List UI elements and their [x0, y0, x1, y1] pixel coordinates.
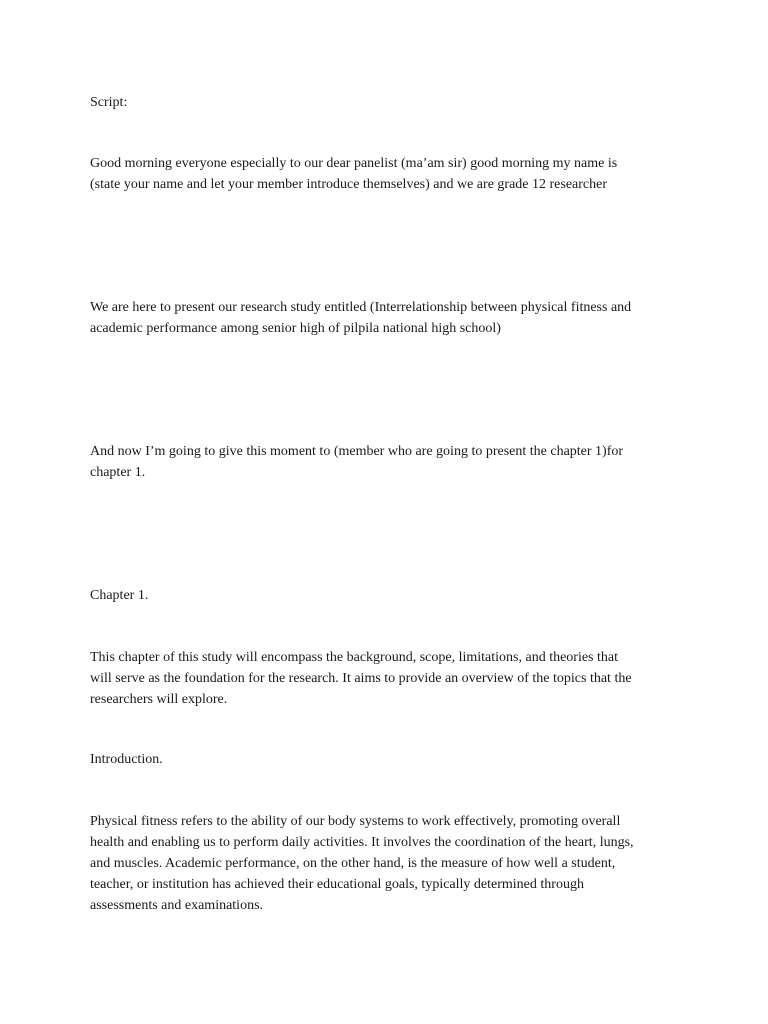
- presentation-paragraph: We are here to present our research study entitled (Interrelationship between physical fitness and academic performance among senior high of pilpila national high school): [90, 300, 632, 336]
- introduction-heading: Introduction.: [90, 752, 163, 767]
- chapter-heading: Chapter 1.: [90, 588, 149, 603]
- handoff-paragraph: And now I’m going to give this moment to (member who are going to present the chapter 1)for chapter 1.: [90, 444, 624, 480]
- script-label: Script:: [90, 95, 128, 110]
- chapter-overview-paragraph: This chapter of this study will encompass the background, scope, limitations, and theories that will serve as the foundation for the research. It aims to provide an overview of the topics that the researchers will explore.: [90, 650, 632, 707]
- introduction-paragraph: Physical fitness refers to the ability of our body systems to work effectively, promoting overall health and enabling us to perform daily activities. It involves the coordination of the heart, lungs, and muscles. Academic performance, on the other hand, is the measure of how well a student, teacher, or institution has achieved their educational goals, typically determined through assessments and examinations.: [90, 814, 634, 913]
- greeting-paragraph: Good morning everyone especially to our dear panelist (ma’am sir) good morning my name is (state your name and let your member introduce themselves) and we are grade 12 researcher: [90, 156, 618, 192]
